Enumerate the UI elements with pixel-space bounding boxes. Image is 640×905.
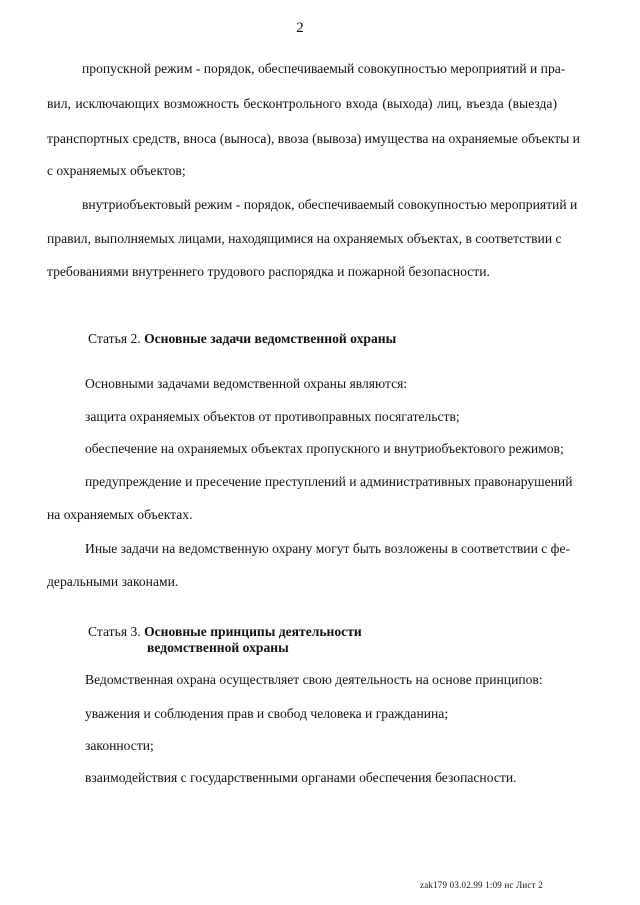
list-item: обеспечение на охраняемых объектах пропускного и внутриобъектового режимов;	[85, 441, 564, 456]
article-2-title: Основные задачи ведомственной охраны	[144, 331, 397, 346]
page-number: 2	[296, 20, 304, 36]
article-3-heading-cont	[147, 640, 289, 656]
text-line: транспортных средств, вноса (выноса), ввоза (вывоза) имущества на охраняемые объекты и	[47, 131, 580, 146]
list-item: предупреждение и пресечение преступлений и административных правонарушений	[85, 474, 573, 489]
article-3-prefix: Статья 3.	[88, 624, 141, 639]
text-line: Ведомственная охрана осуществляет свою деятельность на основе принципов:	[85, 672, 543, 687]
text-line: с охраняемых объектов;	[47, 163, 186, 178]
text-line: правил, выполняемых лицами, находящимися на охраняемых объектах, в соответствии с	[47, 231, 562, 246]
list-item: взаимодействия с государственными органами обеспечения безопасности.	[85, 770, 517, 785]
text-line: деральными законами.	[47, 574, 179, 589]
text-line: Иные задачи на ведомственную охрану могут быть возложены в соответствии с фе-	[85, 541, 571, 556]
article-3-title: Основные принципы деятельности	[144, 624, 362, 639]
footer-stamp: zak179 03.02.99 1:09 нс Лист 2	[420, 880, 543, 890]
list-item: законности;	[85, 738, 154, 753]
text-line: на охраняемых объектах.	[47, 507, 193, 522]
article-2-prefix: Статья 2.	[88, 331, 141, 346]
text-line: требованиями внутреннего трудового распорядка и пожарной безопасности.	[47, 264, 490, 279]
article-3-heading	[88, 624, 362, 640]
list-item: уважения и соблюдения прав и свобод человека и гражданина;	[85, 706, 449, 721]
text-line: вил, исключающих возможность бесконтрольного входа (выхода) лиц, въезда (выезда)	[47, 96, 557, 111]
text-line: пропускной режим - порядок, обеспечиваемый совокупностью мероприятий и пра-	[82, 61, 566, 76]
text-line: внутриобъектовый режим - порядок, обеспечиваемый совокупностью мероприятий и	[82, 197, 578, 212]
list-item: защита охраняемых объектов от противоправных посягательств;	[85, 409, 460, 424]
article-2-heading	[88, 331, 396, 347]
article-3-title-line-2: ведомственной охраны	[147, 640, 289, 655]
text-line: Основными задачами ведомственной охраны являются:	[85, 376, 408, 391]
